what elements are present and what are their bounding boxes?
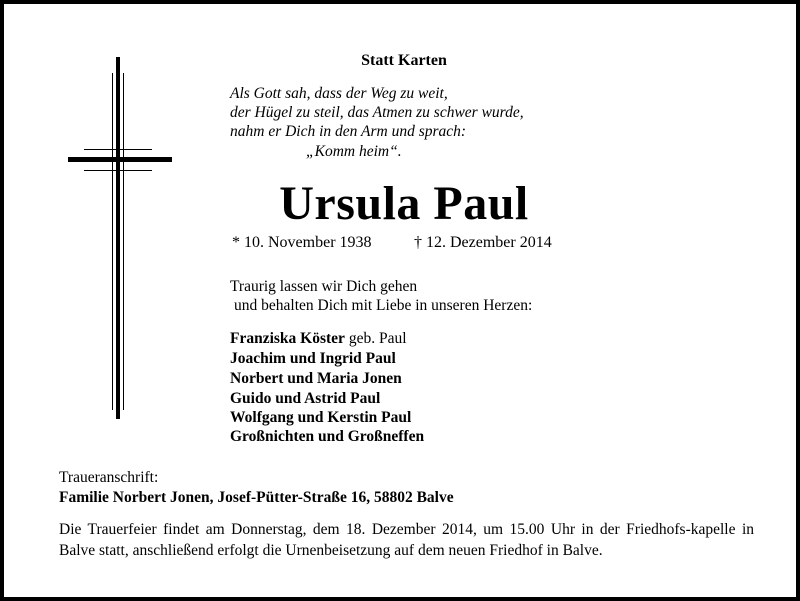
heading: Statt Karten [361, 52, 447, 69]
mourner-name: Wolfgang und Kerstin Paul [230, 409, 412, 426]
poem-line: Als Gott sah, dass der Weg zu weit, [230, 85, 448, 102]
service-text: Die Trauerfeier findet am Donnerstag, dem 18. Dezember 2014, um 15.00 Uhr in der Friedhofs-kapelle in Balve statt, anschließend erfolgt die Urnenbeisetzung auf dem neuen Friedhof in Balve. [59, 521, 754, 559]
mourner-name: Guido und Astrid Paul [230, 390, 381, 407]
poem-line: „Komm heim“. [306, 143, 402, 160]
address-label: Traueranschrift: [59, 469, 159, 486]
poem-line: nahm er Dich in den Arm und sprach: [230, 123, 467, 140]
birth-date: * 10. November 1938 [232, 234, 372, 251]
deceased-name: Ursula Paul [279, 177, 529, 230]
mourner-name: Joachim und Ingrid Paul [230, 350, 396, 367]
intro-line: Traurig lassen wir Dich gehen [230, 278, 418, 295]
mourner-name: Franziska Köster [230, 330, 345, 347]
death-date: † 12. Dezember 2014 [414, 234, 552, 251]
mourner-line [230, 330, 407, 348]
intro-line: und behalten Dich mit Liebe in unseren Herzen: [234, 297, 533, 314]
mourner-name: Großnichten und Großneffen [230, 428, 425, 445]
mourner-suffix: geb. Paul [344, 330, 407, 347]
address: Familie Norbert Jonen, Josef-Pütter-Straße 16, 58802 Balve [59, 489, 454, 506]
poem-line: der Hügel zu steil, das Atmen zu schwer wurde, [230, 104, 524, 121]
mourner-name: Norbert und Maria Jonen [230, 370, 402, 387]
